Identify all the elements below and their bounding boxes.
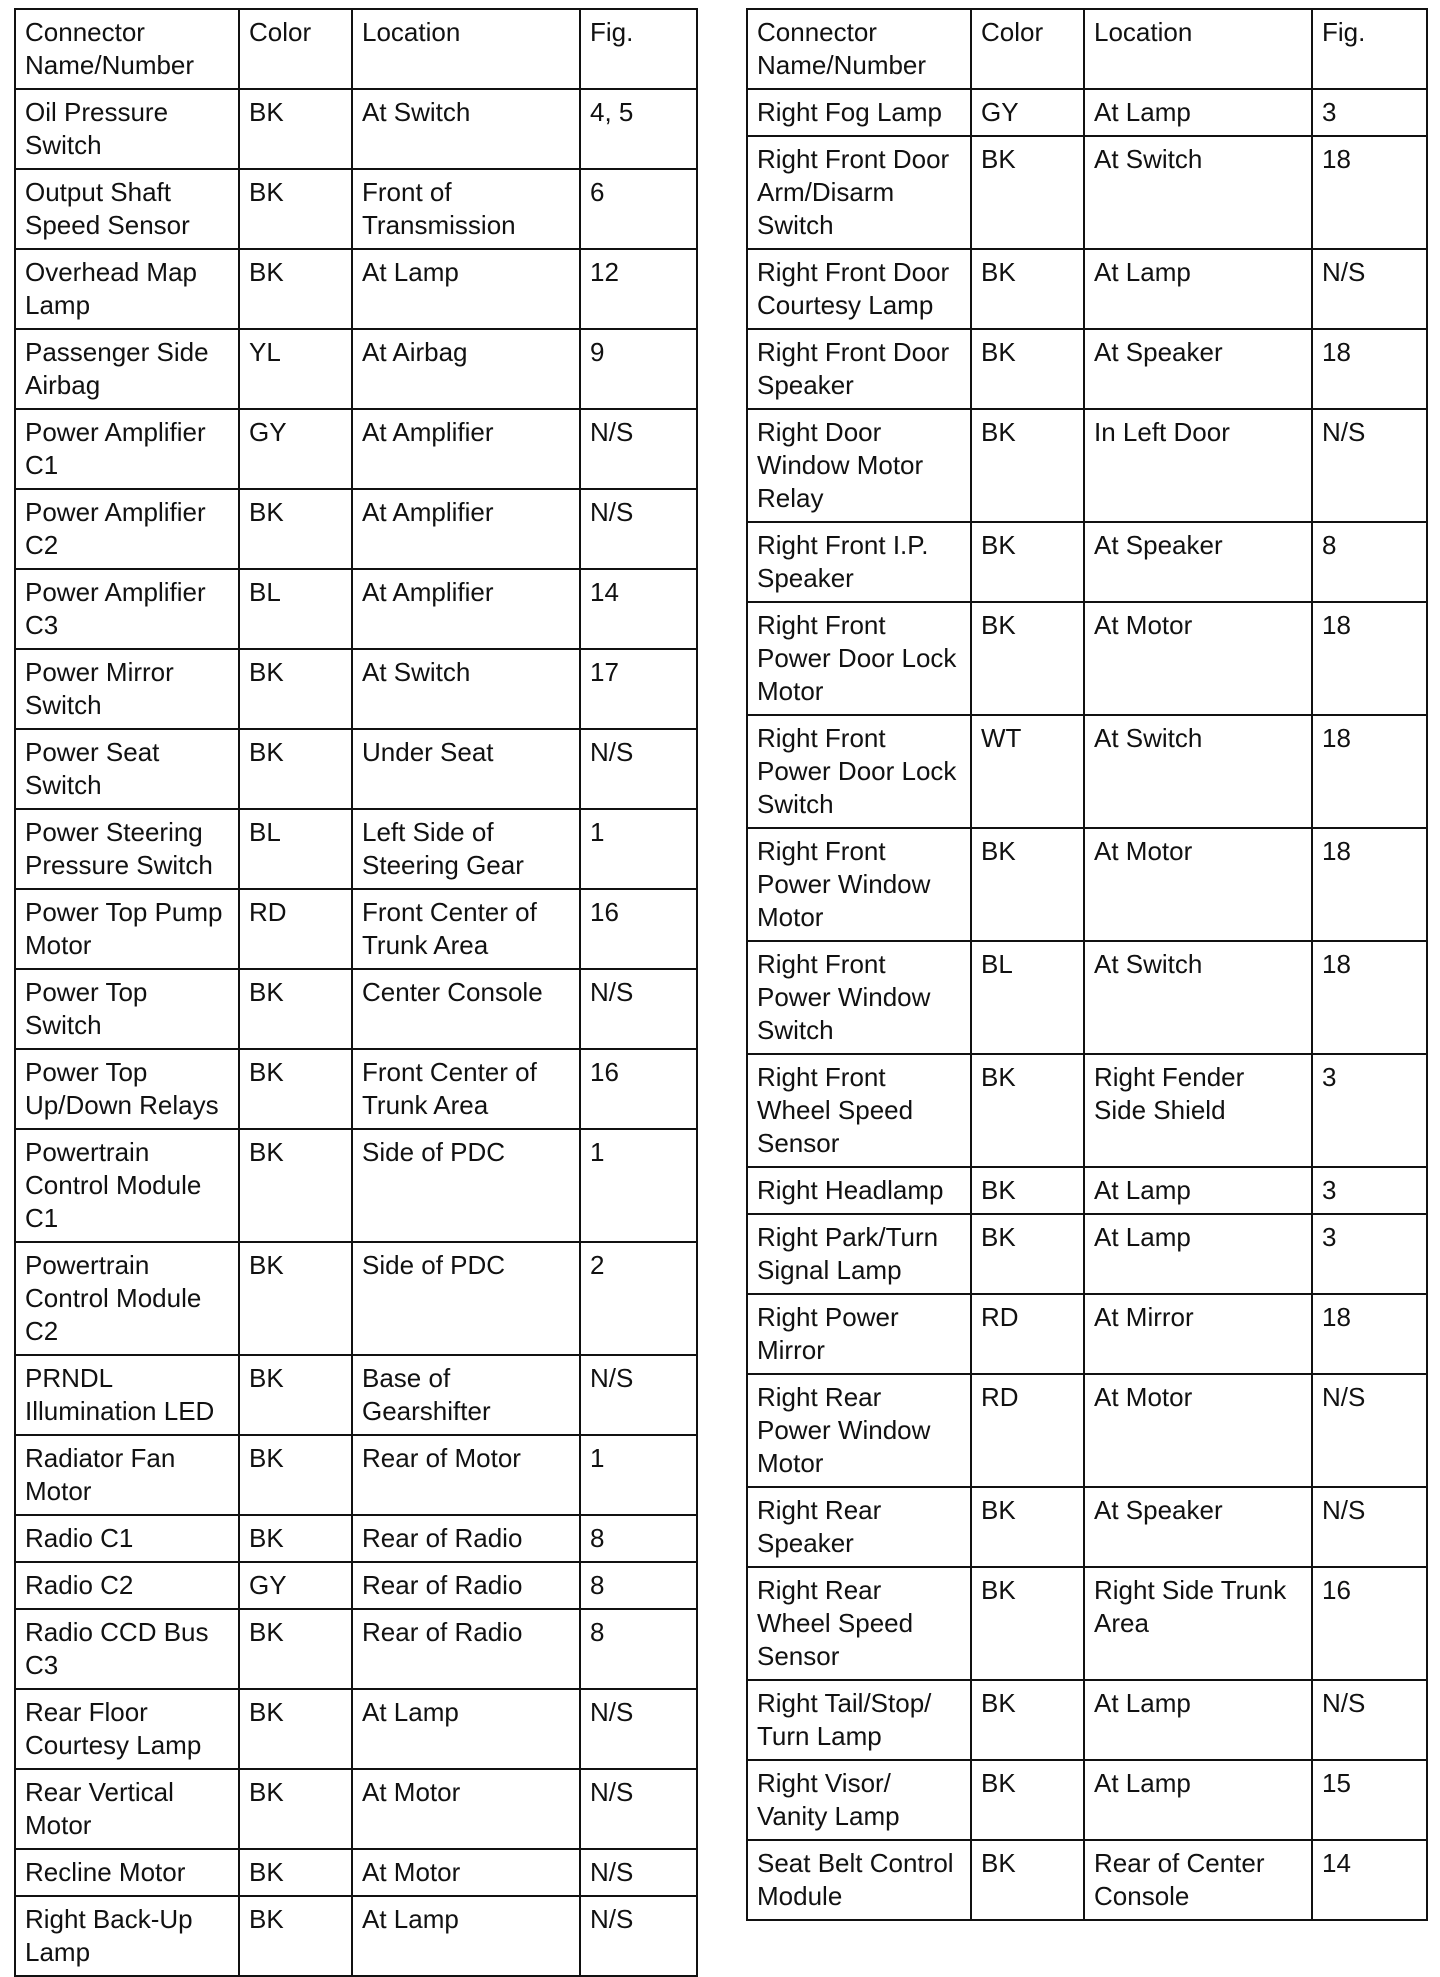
cell-fig: 16 — [580, 1049, 697, 1129]
table-row — [747, 522, 1427, 602]
table-row — [15, 89, 697, 169]
cell-color: BK — [239, 169, 352, 249]
table-row — [747, 1487, 1427, 1567]
cell-location: At Lamp — [1084, 1680, 1312, 1760]
cell-connector-name: Overhead Map Lamp — [15, 249, 239, 329]
table-row — [747, 409, 1427, 522]
cell-location: At Switch — [1084, 715, 1312, 828]
cell-location: Base of Gearshifter — [352, 1355, 580, 1435]
cell-fig: 18 — [1312, 1294, 1427, 1374]
cell-fig: N/S — [580, 1769, 697, 1849]
cell-fig: 18 — [1312, 602, 1427, 715]
cell-connector-name: Power Amplifier C2 — [15, 489, 239, 569]
cell-location: At Lamp — [352, 1689, 580, 1769]
cell-color: BK — [239, 1849, 352, 1896]
cell-color: RD — [971, 1294, 1084, 1374]
cell-connector-name: Recline Motor — [15, 1849, 239, 1896]
table-row — [747, 715, 1427, 828]
cell-color: RD — [239, 889, 352, 969]
cell-color: BK — [971, 1680, 1084, 1760]
cell-color: BK — [971, 409, 1084, 522]
cell-connector-name: Right Rear Power Window Motor — [747, 1374, 971, 1487]
cell-fig: N/S — [1312, 1680, 1427, 1760]
cell-connector-name: Seat Belt Control Module — [747, 1840, 971, 1920]
header-color: Color — [971, 9, 1084, 89]
cell-connector-name: Right Front Door Speaker — [747, 329, 971, 409]
cell-fig: 3 — [1312, 1214, 1427, 1294]
table-row — [747, 1680, 1427, 1760]
cell-fig: N/S — [580, 1355, 697, 1435]
cell-fig: N/S — [580, 1689, 697, 1769]
cell-fig: 1 — [580, 1435, 697, 1515]
cell-color: YL — [239, 329, 352, 409]
cell-connector-name: Right Front Door Arm/Disarm Switch — [747, 136, 971, 249]
cell-fig: 18 — [1312, 828, 1427, 941]
cell-fig: 9 — [580, 329, 697, 409]
table-row — [15, 1355, 697, 1435]
cell-location: Front of Transmission — [352, 169, 580, 249]
cell-connector-name: Right Rear Wheel Speed Sensor — [747, 1567, 971, 1680]
cell-fig: 1 — [580, 809, 697, 889]
cell-connector-name: Radio C2 — [15, 1562, 239, 1609]
cell-connector-name: Output Shaft Speed Sensor — [15, 169, 239, 249]
table-row — [747, 941, 1427, 1054]
cell-connector-name: Power Amplifier C1 — [15, 409, 239, 489]
cell-location: At Amplifier — [352, 489, 580, 569]
cell-fig: N/S — [1312, 1374, 1427, 1487]
cell-location: At Lamp — [352, 1896, 580, 1976]
cell-connector-name: Right Visor/ Vanity Lamp — [747, 1760, 971, 1840]
cell-location: At Speaker — [1084, 329, 1312, 409]
cell-location: At Lamp — [1084, 1214, 1312, 1294]
cell-fig: 18 — [1312, 941, 1427, 1054]
table-row — [747, 249, 1427, 329]
cell-color: BK — [239, 649, 352, 729]
cell-connector-name: Right Park/Turn Signal Lamp — [747, 1214, 971, 1294]
cell-location: At Motor — [1084, 1374, 1312, 1487]
table-row — [15, 1242, 697, 1355]
cell-connector-name: Passenger Side Airbag — [15, 329, 239, 409]
cell-color: BK — [971, 828, 1084, 941]
cell-color: BK — [239, 489, 352, 569]
cell-connector-name: Radio C1 — [15, 1515, 239, 1562]
cell-fig: 14 — [1312, 1840, 1427, 1920]
header-connector-name: Connector Name/Number — [747, 9, 971, 89]
cell-location: At Mirror — [1084, 1294, 1312, 1374]
table-row — [15, 1849, 697, 1896]
cell-connector-name: Power Top Up/Down Relays — [15, 1049, 239, 1129]
cell-color: BK — [971, 1487, 1084, 1567]
cell-fig: 3 — [1312, 1054, 1427, 1167]
table-row — [15, 409, 697, 489]
header-connector-name: Connector Name/Number — [15, 9, 239, 89]
cell-connector-name: Right Back-Up Lamp — [15, 1896, 239, 1976]
cell-color: BK — [971, 1214, 1084, 1294]
cell-fig: 8 — [580, 1515, 697, 1562]
table-row — [15, 969, 697, 1049]
cell-connector-name: Right Front Power Door Lock Motor — [747, 602, 971, 715]
table-body-left — [15, 89, 697, 1976]
cell-location: Rear of Radio — [352, 1609, 580, 1689]
cell-fig: 4, 5 — [580, 89, 697, 169]
cell-location: Left Side of Steering Gear — [352, 809, 580, 889]
cell-location: Front Center of Trunk Area — [352, 1049, 580, 1129]
cell-location: Under Seat — [352, 729, 580, 809]
cell-color: BK — [971, 249, 1084, 329]
cell-location: At Switch — [1084, 941, 1312, 1054]
cell-location: At Lamp — [352, 249, 580, 329]
cell-color: BK — [239, 249, 352, 329]
table-row — [747, 329, 1427, 409]
cell-color: WT — [971, 715, 1084, 828]
cell-color: GY — [971, 89, 1084, 136]
cell-location: At Speaker — [1084, 522, 1312, 602]
cell-fig: 14 — [580, 569, 697, 649]
table-row — [747, 828, 1427, 941]
table-row — [15, 1609, 697, 1689]
header-color: Color — [239, 9, 352, 89]
cell-color: BK — [239, 1242, 352, 1355]
cell-color: BK — [239, 1355, 352, 1435]
cell-color: BK — [239, 89, 352, 169]
cell-location: At Switch — [352, 649, 580, 729]
table-row — [15, 569, 697, 649]
cell-color: BK — [971, 136, 1084, 249]
cell-location: At Switch — [1084, 136, 1312, 249]
cell-color: BK — [971, 602, 1084, 715]
cell-connector-name: Right Front Wheel Speed Sensor — [747, 1054, 971, 1167]
cell-location: Side of PDC — [352, 1129, 580, 1242]
cell-fig: 15 — [1312, 1760, 1427, 1840]
cell-connector-name: Powertrain Control Module C1 — [15, 1129, 239, 1242]
cell-location: Rear of Motor — [352, 1435, 580, 1515]
table-row — [747, 89, 1427, 136]
table-row — [15, 1435, 697, 1515]
table-row — [15, 1689, 697, 1769]
cell-fig: N/S — [580, 969, 697, 1049]
cell-location: At Motor — [352, 1849, 580, 1896]
cell-fig: 12 — [580, 249, 697, 329]
header-location: Location — [352, 9, 580, 89]
table-row — [747, 1760, 1427, 1840]
cell-location: At Lamp — [1084, 1760, 1312, 1840]
table-row — [15, 249, 697, 329]
cell-color: BK — [971, 329, 1084, 409]
table-row — [747, 1294, 1427, 1374]
cell-fig: N/S — [580, 409, 697, 489]
table-header-row — [747, 9, 1427, 89]
cell-fig: 8 — [580, 1562, 697, 1609]
cell-color: BK — [239, 1129, 352, 1242]
cell-fig: 18 — [1312, 715, 1427, 828]
cell-connector-name: Right Fog Lamp — [747, 89, 971, 136]
cell-location: At Airbag — [352, 329, 580, 409]
cell-fig: N/S — [580, 489, 697, 569]
cell-fig: 18 — [1312, 329, 1427, 409]
table-body-right — [747, 89, 1427, 1920]
cell-location: Side of PDC — [352, 1242, 580, 1355]
cell-connector-name: Right Front Power Window Motor — [747, 828, 971, 941]
cell-color: BK — [971, 1567, 1084, 1680]
header-fig: Fig. — [580, 9, 697, 89]
cell-location: At Switch — [352, 89, 580, 169]
cell-color: BL — [239, 569, 352, 649]
connector-table-right — [746, 8, 1428, 1921]
cell-color: BK — [971, 1760, 1084, 1840]
cell-color: BK — [971, 1167, 1084, 1214]
table-row — [15, 1562, 697, 1609]
cell-color: BK — [239, 1896, 352, 1976]
cell-color: BK — [971, 522, 1084, 602]
cell-color: BK — [239, 969, 352, 1049]
cell-connector-name: Oil Pressure Switch — [15, 89, 239, 169]
cell-location: At Motor — [352, 1769, 580, 1849]
cell-location: At Lamp — [1084, 249, 1312, 329]
cell-fig: 8 — [580, 1609, 697, 1689]
cell-color: BK — [971, 1054, 1084, 1167]
table-row — [15, 1896, 697, 1976]
table-row — [15, 1769, 697, 1849]
cell-color: BK — [239, 729, 352, 809]
cell-fig: 18 — [1312, 136, 1427, 249]
cell-fig: 1 — [580, 1129, 697, 1242]
table-row — [747, 1567, 1427, 1680]
cell-connector-name: Power Steering Pressure Switch — [15, 809, 239, 889]
cell-color: BL — [239, 809, 352, 889]
cell-color: RD — [971, 1374, 1084, 1487]
cell-location: At Lamp — [1084, 1167, 1312, 1214]
cell-connector-name: Right Power Mirror — [747, 1294, 971, 1374]
cell-connector-name: Right Headlamp — [747, 1167, 971, 1214]
cell-location: Rear of Radio — [352, 1515, 580, 1562]
table-header-row — [15, 9, 697, 89]
cell-color: BK — [239, 1609, 352, 1689]
cell-location: Right Fender Side Shield — [1084, 1054, 1312, 1167]
cell-connector-name: Right Front Door Courtesy Lamp — [747, 249, 971, 329]
cell-fig: N/S — [580, 729, 697, 809]
cell-connector-name: Right Front I.P. Speaker — [747, 522, 971, 602]
cell-color: BL — [971, 941, 1084, 1054]
header-fig: Fig. — [1312, 9, 1427, 89]
cell-location: Right Side Trunk Area — [1084, 1567, 1312, 1680]
cell-fig: 2 — [580, 1242, 697, 1355]
table-row — [747, 1214, 1427, 1294]
cell-color: BK — [239, 1515, 352, 1562]
table-row — [15, 729, 697, 809]
table-row — [15, 489, 697, 569]
cell-location: At Motor — [1084, 602, 1312, 715]
cell-connector-name: Power Seat Switch — [15, 729, 239, 809]
cell-connector-name: Rear Vertical Motor — [15, 1769, 239, 1849]
table-row — [747, 1054, 1427, 1167]
cell-location: At Speaker — [1084, 1487, 1312, 1567]
cell-connector-name: Right Tail/Stop/ Turn Lamp — [747, 1680, 971, 1760]
cell-location: In Left Door — [1084, 409, 1312, 522]
header-location: Location — [1084, 9, 1312, 89]
cell-color: GY — [239, 1562, 352, 1609]
cell-connector-name: Radiator Fan Motor — [15, 1435, 239, 1515]
table-row — [747, 1840, 1427, 1920]
cell-fig: 6 — [580, 169, 697, 249]
cell-connector-name: Power Top Switch — [15, 969, 239, 1049]
cell-connector-name: Right Front Power Window Switch — [747, 941, 971, 1054]
table-row — [15, 1129, 697, 1242]
connector-table-left — [14, 8, 698, 1977]
cell-connector-name: Rear Floor Courtesy Lamp — [15, 1689, 239, 1769]
cell-connector-name: Right Door Window Motor Relay — [747, 409, 971, 522]
cell-location: Center Console — [352, 969, 580, 1049]
table-row — [747, 1374, 1427, 1487]
cell-color: BK — [239, 1435, 352, 1515]
cell-connector-name: Power Amplifier C3 — [15, 569, 239, 649]
cell-location: At Amplifier — [352, 569, 580, 649]
cell-color: GY — [239, 409, 352, 489]
cell-color: BK — [239, 1049, 352, 1129]
cell-fig: 16 — [580, 889, 697, 969]
cell-fig: N/S — [580, 1849, 697, 1896]
table-row — [15, 1049, 697, 1129]
cell-fig: N/S — [1312, 1487, 1427, 1567]
cell-fig: 16 — [1312, 1567, 1427, 1680]
table-row — [15, 169, 697, 249]
table-row — [747, 602, 1427, 715]
cell-color: BK — [239, 1769, 352, 1849]
table-row — [747, 136, 1427, 249]
cell-fig: 3 — [1312, 89, 1427, 136]
table-row — [15, 889, 697, 969]
table-row — [15, 649, 697, 729]
cell-color: BK — [239, 1689, 352, 1769]
cell-connector-name: Power Top Pump Motor — [15, 889, 239, 969]
cell-location: At Lamp — [1084, 89, 1312, 136]
cell-fig: 3 — [1312, 1167, 1427, 1214]
cell-fig: 17 — [580, 649, 697, 729]
cell-location: At Amplifier — [352, 409, 580, 489]
cell-location: At Motor — [1084, 828, 1312, 941]
table-row — [747, 1167, 1427, 1214]
cell-fig: N/S — [1312, 249, 1427, 329]
cell-fig: 8 — [1312, 522, 1427, 602]
cell-location: Rear of Radio — [352, 1562, 580, 1609]
cell-location: Front Center of Trunk Area — [352, 889, 580, 969]
cell-connector-name: Power Mirror Switch — [15, 649, 239, 729]
cell-fig: N/S — [1312, 409, 1427, 522]
table-row — [15, 1515, 697, 1562]
cell-connector-name: Radio CCD Bus C3 — [15, 1609, 239, 1689]
cell-connector-name: Right Front Power Door Lock Switch — [747, 715, 971, 828]
cell-location: Rear of Center Console — [1084, 1840, 1312, 1920]
cell-connector-name: Right Rear Speaker — [747, 1487, 971, 1567]
cell-connector-name: PRNDL Illumination LED — [15, 1355, 239, 1435]
cell-color: BK — [971, 1840, 1084, 1920]
cell-fig: N/S — [580, 1896, 697, 1976]
cell-connector-name: Powertrain Control Module C2 — [15, 1242, 239, 1355]
table-row — [15, 809, 697, 889]
table-row — [15, 329, 697, 409]
